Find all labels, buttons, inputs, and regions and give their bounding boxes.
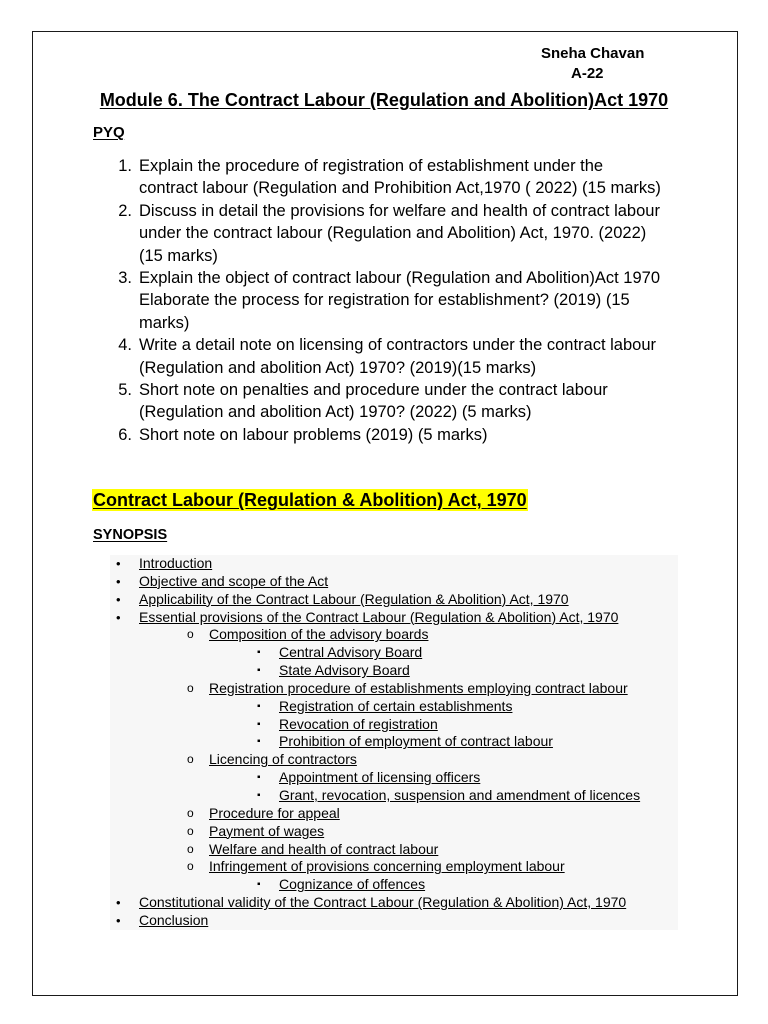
bullet-marker: • [116,609,121,625]
pyq-question [0,200,768,267]
synopsis-item-level-3 [110,787,678,805]
pyq-question-text-line: (Regulation and abolition Act) 1970? (2022) (5 marks) [139,403,532,422]
synopsis-item-level-2 [110,841,678,859]
module-title-text: Module 6. The Contract Labour (Regulation and Abolition)Act 1970 [99,90,669,110]
synopsis-item-level-2 [110,858,678,876]
synopsis-item-text: Payment of wages [209,822,325,839]
pyq-question [0,334,768,379]
bullet-marker: • [116,573,121,589]
synopsis-item-level-1 [110,573,678,591]
pyq-question [0,267,768,334]
bullet-marker: ▪ [257,647,261,659]
synopsis-item-level-3 [110,876,678,894]
synopsis-item-text: Procedure for appeal [209,804,340,821]
synopsis-item-text: Introduction [139,555,213,571]
synopsis-item-text: Registration procedure of establishments employing contract labour [209,679,628,696]
synopsis-item-level-1 [110,609,678,627]
synopsis-item-level-3 [110,733,678,751]
bullet-marker: o [187,859,194,874]
pyq-question-text-line: marks) [139,313,190,332]
synopsis-item-level-3 [110,644,678,662]
synopsis-item-level-2 [110,680,678,698]
pyq-question [0,379,768,424]
pyq-question-text-line: Elaborate the process for registration for establishment? (2019) (15 [139,291,630,310]
synopsis-item-text: Composition of the advisory boards [209,626,429,643]
pyq-question-text-line: Explain the procedure of registration of establishment under the [139,157,604,175]
pyq-question-text-line: contract labour (Regulation and Prohibition Act,1970 ( 2022) (15 marks) [139,179,661,198]
synopsis-item-text: Conclusion [139,911,209,928]
synopsis-item-text: Infringement of provisions concerning employment labour [209,858,565,875]
synopsis-item-text: Grant, revocation, suspension and amendment of licences [279,786,641,803]
synopsis-item-text: Constitutional validity of the Contract Labour (Regulation & Abolition) Act, 1970 [139,894,627,911]
synopsis-item-text: Revocation of registration [279,715,438,732]
bullet-marker: o [187,841,194,856]
pyq-question [0,155,768,200]
synopsis-item-level-3 [110,769,678,787]
pyq-label: PYQ [93,124,125,141]
synopsis-item-text: Appointment of licensing officers [279,769,481,786]
section-heading: Contract Labour (Regulation & Abolition) Act, 1970 [93,490,527,510]
author-name: Sneha Chavan [541,45,645,62]
synopsis-item-text: Welfare and health of contract labour [209,840,439,857]
bullet-marker: • [116,895,121,911]
synopsis-list [110,555,678,930]
pyq-question [0,424,768,446]
synopsis-item-level-2 [110,626,678,644]
pyq-question-number: 5. [118,380,132,399]
bullet-marker: • [116,912,121,928]
bullet-marker: • [116,556,121,571]
bullet-marker: ▪ [257,736,261,748]
synopsis-label: SYNOPSIS [93,527,168,543]
synopsis-item-text: Prohibition of employment of contract labour [279,733,553,750]
pyq-question-text-line: Discuss in detail the provisions for welfare and health of contract labour [139,201,660,220]
bullet-marker: o [187,752,194,767]
synopsis-item-level-3 [110,662,678,680]
synopsis-item-text: Central Advisory Board [279,644,423,661]
bullet-marker: ▪ [257,718,261,730]
bullet-marker: ▪ [257,700,261,712]
synopsis-item-text: Cognizance of offences [279,876,426,893]
pyq-question-text-line: under the contract labour (Regulation and Abolition) Act, 1970. (2022) [139,224,647,243]
synopsis-item-level-1 [110,591,678,609]
synopsis-item-level-1 [110,894,678,912]
bullet-marker: o [187,805,194,820]
synopsis-item-text: Licencing of contractors [209,751,357,768]
pyq-question-text-line: Explain the object of contract labour (Regulation and Abolition)Act 1970 [139,268,660,287]
synopsis-item-level-3 [110,716,678,734]
synopsis-item-level-1 [110,912,678,930]
bullet-marker: o [187,823,194,838]
bullet-marker: ▪ [257,879,261,891]
author-roll-number: A-22 [571,65,604,82]
bullet-marker: ▪ [257,789,261,801]
synopsis-item-text: Essential provisions of the Contract Labour (Regulation & Abolition) Act, 1970 [139,608,619,625]
pyq-question-number: 3. [118,268,132,287]
pyq-question-text-line: Write a detail note on licensing of contractors under the contract labour [139,336,656,355]
bullet-marker: o [187,627,194,642]
synopsis-item-level-2 [110,751,678,769]
synopsis-item-level-2 [110,805,678,823]
synopsis-item-level-3 [110,698,678,716]
pyq-question-text-line: (15 marks) [139,246,218,265]
pyq-question-list [0,155,768,446]
synopsis-item-level-1 [110,555,678,573]
pyq-question-number: 4. [118,336,132,355]
synopsis-item-text: Applicability of the Contract Labour (Regulation & Abolition) Act, 1970 [139,590,569,607]
synopsis-item-text: State Advisory Board [279,662,410,679]
synopsis-item-text: Objective and scope of the Act [139,572,329,589]
pyq-question-text-line: Short note on labour problems (2019) (5 marks) [139,425,488,444]
bullet-marker: ▪ [257,772,261,784]
bullet-marker: • [116,591,121,607]
bullet-marker: o [187,680,194,695]
pyq-question-number: 6. [118,425,132,444]
bullet-marker: ▪ [257,665,261,677]
synopsis-item-text: Registration of certain establishments [279,697,513,714]
synopsis-item-level-2 [110,823,678,841]
pyq-question-number: 2. [118,201,132,220]
pyq-question-number: 1. [118,157,132,175]
module-title [0,89,768,111]
pyq-question-text-line: (Regulation and abolition Act) 1970? (2019)(15 marks) [139,358,537,377]
pyq-question-text-line: Short note on penalties and procedure under the contract labour [139,380,608,399]
